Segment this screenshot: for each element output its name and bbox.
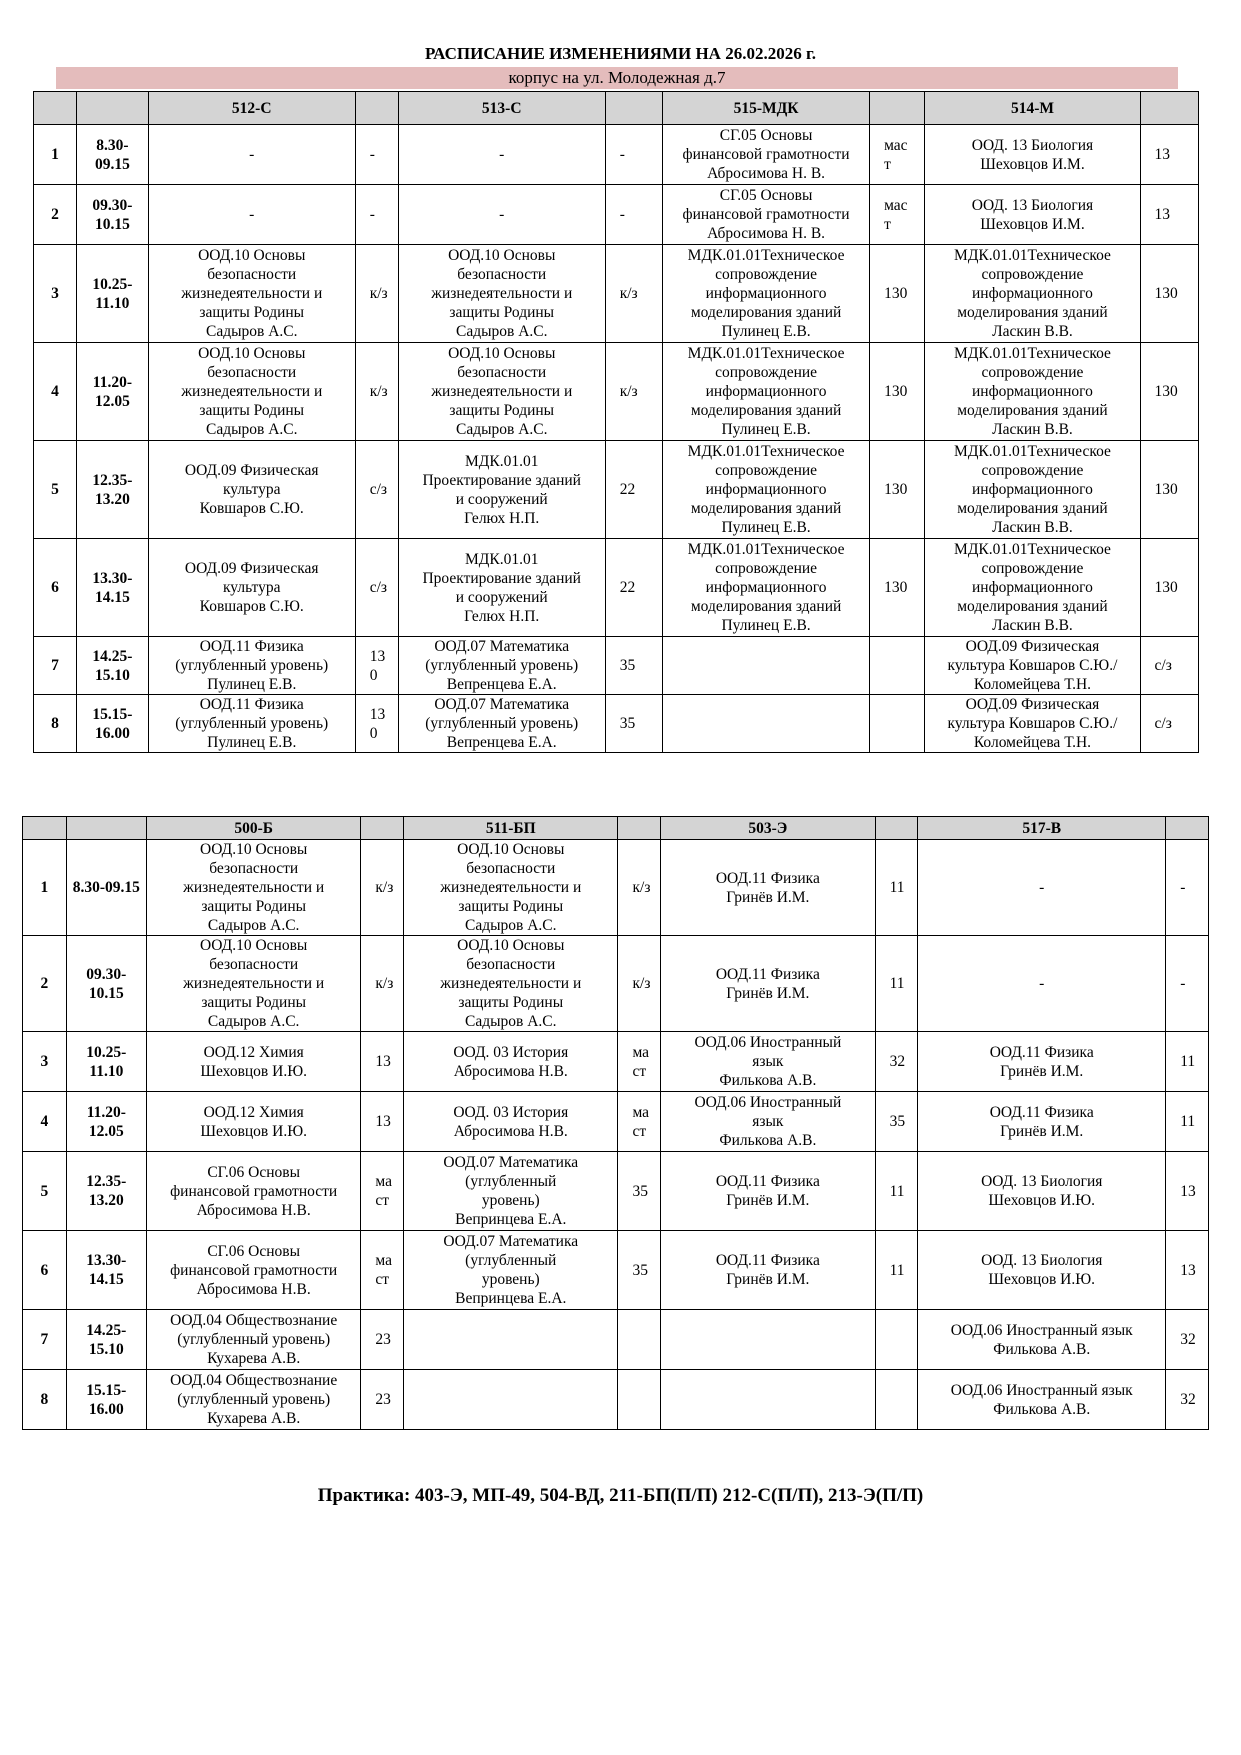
lesson-number: 3 [34,245,77,343]
room-cell: 35 [875,1092,918,1152]
room-header-blank [618,817,661,840]
lesson-time: 12.35- 13.20 [77,441,149,539]
group-header: 503-Э [661,817,875,840]
subject-cell: - [148,125,355,185]
room-cell: 32 [1166,1310,1209,1370]
building-subtitle: корпус на ул. Молодежная д.7 [56,67,1178,89]
subject-cell: ООД.11 Физика Гринёв И.М. [661,840,875,936]
subject-cell: ООД.10 Основы безопасности жизнедеятельности и защиты Родины Садыров А.С. [146,840,360,936]
lesson-number: 1 [34,125,77,185]
room-cell: 22 [605,441,662,539]
subject-cell [404,1370,618,1430]
subject-cell: ООД.10 Основы безопасности жизнедеятельности и защиты Родины Садыров А.С. [148,245,355,343]
room-cell: 130 [1140,343,1198,441]
subject-cell: МДК.01.01Техническое сопровождение информационного моделирования зданий Пулинец Е.В. [663,539,870,637]
schedule-table-2 [22,816,1209,1430]
room-cell: ма ст [618,1032,661,1092]
room-cell: - [355,185,398,245]
header-row [23,817,1209,840]
room-cell: к/з [361,840,404,936]
room-cell [618,1310,661,1370]
group-header: 514-М [925,92,1140,125]
subject-cell: ООД.09 Физическая культура Ковшаров С.Ю. [148,539,355,637]
table-row [23,1032,1209,1092]
lesson-time: 14.25- 15.10 [77,637,149,695]
room-cell [870,695,925,753]
subject-cell: ООД. 13 Биология Шеховцов И.Ю. [918,1231,1166,1310]
room-cell: 35 [618,1231,661,1310]
practice-footer: Практика: 403-Э, МП-49, 504-ВД, 211-БП(П/П) 212-С(П/П), 213-Э(П/П) [317,1485,924,1506]
room-cell: 23 [361,1310,404,1370]
lesson-time: 11.20- 12.05 [66,1092,146,1152]
room-cell: 130 [870,441,925,539]
subject-cell: ООД.10 Основы безопасности жизнедеятельности и защиты Родины Садыров А.С. [146,936,360,1032]
table-row [23,1231,1209,1310]
room-cell: с/з [1140,637,1198,695]
subject-cell: ООД.06 Иностранный язык Филькова А.В. [661,1092,875,1152]
room-cell: 130 [1140,441,1198,539]
subject-cell: ООД.10 Основы безопасности жизнедеятельности и защиты Родины Садыров А.С. [398,343,605,441]
group-header: 511-БП [404,817,618,840]
table-row [34,637,1199,695]
lesson-number: 8 [23,1370,67,1430]
room-cell: 35 [618,1152,661,1231]
room-header-blank [870,92,925,125]
room-cell: 35 [605,637,662,695]
subject-cell: МДК.01.01 Проектирование зданий и сооружений Гелюх Н.П. [398,539,605,637]
subject-cell [663,695,870,753]
lesson-number: 4 [23,1092,67,1152]
room-header-blank [361,817,404,840]
subject-cell: ООД.12 Химия Шеховцов И.Ю. [146,1092,360,1152]
subject-cell [661,1310,875,1370]
subject-cell: ООД.11 Физика (углубленный уровень) Пулинец Е.В. [148,695,355,753]
room-cell: 13 [1140,185,1198,245]
room-cell: - [605,185,662,245]
subject-cell: ООД.12 Химия Шеховцов И.Ю. [146,1032,360,1092]
header-blank-cell [23,817,67,840]
subject-cell: ООД.07 Математика (углубленный уровень) Вепринцева Е.А. [404,1152,618,1231]
subject-cell: ООД.09 Физическая культура Ковшаров С.Ю./ Коломейцева Т.Н. [925,695,1140,753]
group-header: 512-С [148,92,355,125]
lesson-time: 8.30- 09.15 [77,125,149,185]
subject-cell: ООД.07 Математика (углубленный уровень) Вепринцева Е.А. [404,1231,618,1310]
lesson-number: 6 [34,539,77,637]
header-blank-cell [66,817,146,840]
group-header: 500-Б [146,817,360,840]
room-cell: - [1166,840,1209,936]
lesson-time: 11.20- 12.05 [77,343,149,441]
room-cell: 13 [1140,125,1198,185]
lesson-number: 2 [34,185,77,245]
subject-cell: - [918,840,1166,936]
subject-cell: ООД.04 Обществознание (углубленный уровень) Кухарева А.В. [146,1310,360,1370]
room-cell: 11 [1166,1092,1209,1152]
room-cell: 35 [605,695,662,753]
subject-cell: ООД. 13 Биология Шеховцов И.М. [925,185,1140,245]
room-cell: 11 [875,840,918,936]
lesson-number: 7 [23,1310,67,1370]
subject-cell: ООД.06 Иностранный язык Филькова А.В. [918,1310,1166,1370]
lesson-number: 6 [23,1231,67,1310]
room-cell: 32 [1166,1370,1209,1430]
room-cell: 23 [361,1370,404,1430]
subject-cell: ООД. 03 История Абросимова Н.В. [404,1032,618,1092]
room-cell: 13 [1166,1152,1209,1231]
subject-cell: ООД.11 Физика Гринёв И.М. [661,936,875,1032]
table-row [23,840,1209,936]
group-header: 515-МДК [663,92,870,125]
page-title: РАСПИСАНИЕ ИЗМЕНЕНИЯМИ НА 26.02.2026 г. [424,44,817,63]
lesson-time: 09.30- 10.15 [66,936,146,1032]
room-cell: 11 [1166,1032,1209,1092]
table-row [34,185,1199,245]
lesson-time: 12.35- 13.20 [66,1152,146,1231]
lesson-time: 15.15- 16.00 [66,1370,146,1430]
table-row [23,1310,1209,1370]
subject-cell: ООД.11 Физика (углубленный уровень) Пулинец Е.В. [148,637,355,695]
subject-cell: МДК.01.01Техническое сопровождение информационного моделирования зданий Ласкин В.В. [925,441,1140,539]
room-cell: 13 [361,1092,404,1152]
room-header-blank [1166,817,1209,840]
room-cell: 130 [1140,539,1198,637]
subject-cell: - [398,185,605,245]
subject-cell: ООД. 13 Биология Шеховцов И.М. [925,125,1140,185]
subject-cell: МДК.01.01Техническое сопровождение информационного моделирования зданий Пулинец Е.В. [663,343,870,441]
table-row [34,441,1199,539]
table-row [23,1370,1209,1430]
group-header: 513-С [398,92,605,125]
room-cell: 13 [1166,1231,1209,1310]
subject-cell: МДК.01.01Техническое сопровождение информационного моделирования зданий Ласкин В.В. [925,539,1140,637]
room-cell: 13 0 [355,637,398,695]
room-cell: 22 [605,539,662,637]
subject-cell [661,1370,875,1430]
subject-cell: МДК.01.01 Проектирование зданий и сооружений Гелюх Н.П. [398,441,605,539]
subject-cell: МДК.01.01Техническое сопровождение информационного моделирования зданий Пулинец Е.В. [663,245,870,343]
room-cell: с/з [355,441,398,539]
subject-cell: ООД.10 Основы безопасности жизнедеятельности и защиты Родины Садыров А.С. [404,840,618,936]
room-cell: - [355,125,398,185]
subject-cell: ООД. 03 История Абросимова Н.В. [404,1092,618,1152]
table-row [34,245,1199,343]
subject-cell [404,1310,618,1370]
room-cell: к/з [618,840,661,936]
subject-cell [663,637,870,695]
room-cell: к/з [355,245,398,343]
subject-cell: СГ.06 Основы финансовой грамотности Абросимова Н.В. [146,1152,360,1231]
header-blank-cell [77,92,149,125]
lesson-time: 14.25- 15.10 [66,1310,146,1370]
room-cell [875,1370,918,1430]
lesson-number: 1 [23,840,67,936]
lesson-number: 8 [34,695,77,753]
room-cell: 130 [1140,245,1198,343]
subject-cell: ООД.10 Основы безопасности жизнедеятельности и защиты Родины Садыров А.С. [398,245,605,343]
room-header-blank [875,817,918,840]
room-cell [870,637,925,695]
subject-cell: ООД. 13 Биология Шеховцов И.Ю. [918,1152,1166,1231]
subject-cell: ООД.11 Физика Гринёв И.М. [918,1032,1166,1092]
room-header-blank [605,92,662,125]
lesson-time: 13.30- 14.15 [66,1231,146,1310]
subject-cell: ООД.09 Физическая культура Ковшаров С.Ю./ Коломейцева Т.Н. [925,637,1140,695]
lesson-number: 5 [34,441,77,539]
lesson-number: 3 [23,1032,67,1092]
lesson-time: 10.25- 11.10 [66,1032,146,1092]
subject-cell: ООД.10 Основы безопасности жизнедеятельности и защиты Родины Садыров А.С. [148,343,355,441]
lesson-time: 15.15- 16.00 [77,695,149,753]
header-blank-cell [34,92,77,125]
room-cell: 11 [875,1152,918,1231]
lesson-time: 13.30- 14.15 [77,539,149,637]
lesson-number: 4 [34,343,77,441]
subject-cell: ООД.07 Математика (углубленный уровень) Вепренцева Е.А. [398,695,605,753]
room-cell: с/з [355,539,398,637]
room-cell [875,1310,918,1370]
table-row [34,695,1199,753]
room-cell: 11 [875,936,918,1032]
header-row [34,92,1199,125]
room-cell: 11 [875,1231,918,1310]
room-cell: - [1166,936,1209,1032]
subject-cell: ООД.11 Физика Гринёв И.М. [918,1092,1166,1152]
subject-cell: ООД.06 Иностранный язык Филькова А.В. [661,1032,875,1092]
table-row [34,343,1199,441]
subject-cell: - [398,125,605,185]
room-header-blank [1140,92,1198,125]
subject-cell: ООД.04 Обществознание (углубленный уровень) Кухарева А.В. [146,1370,360,1430]
subject-cell: МДК.01.01Техническое сопровождение информационного моделирования зданий Ласкин В.В. [925,343,1140,441]
schedule-table-1 [33,91,1199,753]
room-cell: с/з [1140,695,1198,753]
room-cell: 130 [870,245,925,343]
table-row [34,539,1199,637]
lesson-number: 5 [23,1152,67,1231]
room-cell: ма ст [361,1152,404,1231]
room-cell: 13 [361,1032,404,1092]
table-row [23,936,1209,1032]
room-cell: к/з [605,245,662,343]
room-cell: к/з [618,936,661,1032]
room-cell: ма ст [618,1092,661,1152]
room-cell: к/з [355,343,398,441]
room-cell [618,1370,661,1430]
subject-cell: - [148,185,355,245]
room-cell: мас т [870,185,925,245]
table-row [23,1152,1209,1231]
room-cell: 130 [870,343,925,441]
subject-cell: МДК.01.01Техническое сопровождение информационного моделирования зданий Ласкин В.В. [925,245,1140,343]
subject-cell: ООД.10 Основы безопасности жизнедеятельности и защиты Родины Садыров А.С. [404,936,618,1032]
lesson-number: 2 [23,936,67,1032]
room-cell: 13 0 [355,695,398,753]
subject-cell: ООД.06 Иностранный язык Филькова А.В. [918,1370,1166,1430]
subject-cell: ООД.09 Физическая культура Ковшаров С.Ю. [148,441,355,539]
subject-cell: - [918,936,1166,1032]
room-cell: ма ст [361,1231,404,1310]
group-header: 517-В [918,817,1166,840]
lesson-time: 09.30- 10.15 [77,185,149,245]
subject-cell: МДК.01.01Техническое сопровождение информационного моделирования зданий Пулинец Е.В. [663,441,870,539]
room-cell: 32 [875,1032,918,1092]
lesson-time: 10.25- 11.10 [77,245,149,343]
lesson-number: 7 [34,637,77,695]
room-cell: 130 [870,539,925,637]
room-cell: - [605,125,662,185]
subject-cell: ООД.07 Математика (углубленный уровень) Вепренцева Е.А. [398,637,605,695]
table-row [34,125,1199,185]
lesson-time: 8.30-09.15 [66,840,146,936]
room-cell: мас т [870,125,925,185]
subject-cell: СГ.05 Основы финансовой грамотности Абросимова Н. В. [663,125,870,185]
room-cell: к/з [361,936,404,1032]
room-header-blank [355,92,398,125]
room-cell: к/з [605,343,662,441]
subject-cell: СГ.06 Основы финансовой грамотности Абросимова Н.В. [146,1231,360,1310]
subject-cell: ООД.11 Физика Гринёв И.М. [661,1231,875,1310]
subject-cell: ООД.11 Физика Гринёв И.М. [661,1152,875,1231]
subject-cell: СГ.05 Основы финансовой грамотности Абросимова Н. В. [663,185,870,245]
table-row [23,1092,1209,1152]
